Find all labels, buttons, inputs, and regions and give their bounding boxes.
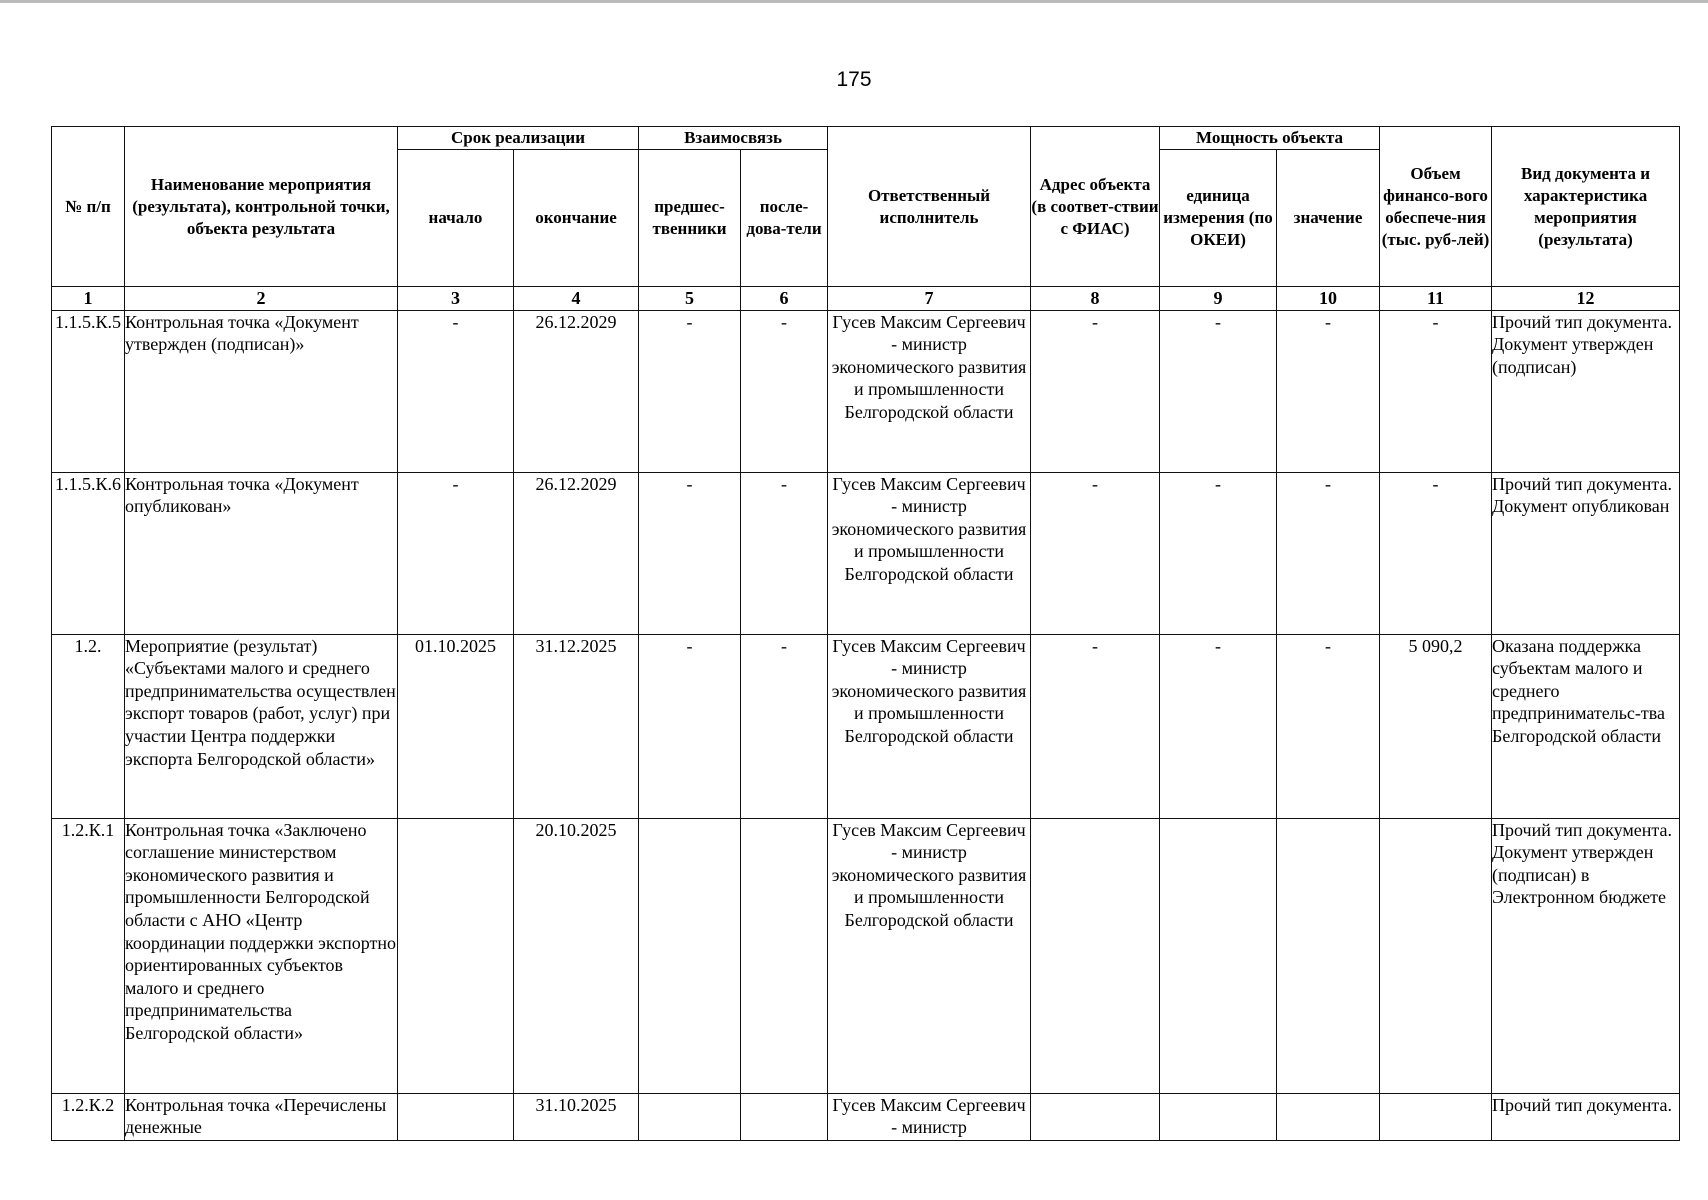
cell-start: - bbox=[398, 310, 514, 472]
cell-predecessors bbox=[639, 818, 741, 1093]
column-number: 12 bbox=[1492, 287, 1680, 311]
column-number: 5 bbox=[639, 287, 741, 311]
column-number: 3 bbox=[398, 287, 514, 311]
cell-name: Контрольная точка «Заключено соглашение министерством экономического развития и промышленности Белгородской области с АНО «Центр координации поддержки экспортно ориентированных субъектов малого и среднего предпринимательства Белгородской области» bbox=[125, 818, 398, 1093]
column-number: 4 bbox=[514, 287, 639, 311]
cell-number: 1.1.5.К.6 bbox=[52, 472, 125, 634]
cell-name: Мероприятие (результат) «Субъектами малого и среднего предпринимательства осуществлен экспорт товаров (работ, услуг) при участии Центра поддержки экспорта Белгородской области» bbox=[125, 634, 398, 818]
header-col-document: Вид документа и характеристика мероприятия (результата) bbox=[1492, 127, 1680, 287]
header-col-predecessors: предшес-твенники bbox=[639, 150, 741, 287]
cell-value: - bbox=[1277, 634, 1380, 818]
cell-responsible: Гусев Максим Сергеевич - министр экономического развития и промышленности Белгородской области bbox=[828, 818, 1031, 1093]
cell-responsible: Гусев Максим Сергеевич - министр экономического развития и промышленности Белгородской области bbox=[828, 310, 1031, 472]
table-row bbox=[52, 310, 1680, 472]
column-number: 10 bbox=[1277, 287, 1380, 311]
header-group-period: Срок реализации bbox=[398, 127, 639, 150]
column-number-row bbox=[52, 287, 1680, 311]
header-col-successors: после-дова-тели bbox=[741, 150, 828, 287]
cell-start bbox=[398, 1093, 514, 1140]
cell-successors: - bbox=[741, 472, 828, 634]
cell-start: 01.10.2025 bbox=[398, 634, 514, 818]
header-col-end: окончание bbox=[514, 150, 639, 287]
header-col-unit: единица измерения (по ОКЕИ) bbox=[1160, 150, 1277, 287]
cell-unit bbox=[1160, 818, 1277, 1093]
header-col-number: № п/п bbox=[52, 127, 125, 287]
cell-end: 26.12.2029 bbox=[514, 472, 639, 634]
table-row bbox=[52, 1093, 1680, 1140]
header-col-finance: Объем финансо-вого обеспече-ния (тыс. руб-лей) bbox=[1380, 127, 1492, 287]
header-group-capacity: Мощность объекта bbox=[1160, 127, 1380, 150]
table-row bbox=[52, 472, 1680, 634]
page-number: 175 bbox=[836, 68, 872, 91]
cell-predecessors: - bbox=[639, 634, 741, 818]
header-col-address: Адрес объекта (в соответ-ствии с ФИАС) bbox=[1031, 127, 1160, 287]
cell-value bbox=[1277, 818, 1380, 1093]
cell-unit: - bbox=[1160, 310, 1277, 472]
cell-responsible: Гусев Максим Сергеевич - министр экономического развития и промышленности Белгородской области bbox=[828, 634, 1031, 818]
cell-successors: - bbox=[741, 634, 828, 818]
cell-unit: - bbox=[1160, 472, 1277, 634]
cell-successors bbox=[741, 818, 828, 1093]
cell-successors: - bbox=[741, 310, 828, 472]
cell-predecessors bbox=[639, 1093, 741, 1140]
cell-predecessors: - bbox=[639, 472, 741, 634]
cell-name: Контрольная точка «Документ опубликован» bbox=[125, 472, 398, 634]
cell-responsible: Гусев Максим Сергеевич - министр bbox=[828, 1093, 1031, 1140]
cell-number: 1.2.К.1 bbox=[52, 818, 125, 1093]
cell-value: - bbox=[1277, 472, 1380, 634]
column-number: 2 bbox=[125, 287, 398, 311]
column-number: 11 bbox=[1380, 287, 1492, 311]
cell-end: 31.12.2025 bbox=[514, 634, 639, 818]
column-number: 9 bbox=[1160, 287, 1277, 311]
activity-table bbox=[51, 126, 1680, 1141]
header-col-name: Наименование мероприятия (результата), контрольной точки, объекта результата bbox=[125, 127, 398, 287]
cell-start bbox=[398, 818, 514, 1093]
scan-top-edge bbox=[0, 0, 1708, 3]
cell-number: 1.2.К.2 bbox=[52, 1093, 125, 1140]
cell-finance bbox=[1380, 1093, 1492, 1140]
cell-address bbox=[1031, 1093, 1160, 1140]
cell-document: Оказана поддержка субъектам малого и среднего предпринимательс-тва Белгородской области bbox=[1492, 634, 1680, 818]
cell-number: 1.2. bbox=[52, 634, 125, 818]
cell-document: Прочий тип документа. Документ опубликован bbox=[1492, 472, 1680, 634]
cell-name: Контрольная точка «Документ утвержден (подписан)» bbox=[125, 310, 398, 472]
cell-end: 26.12.2029 bbox=[514, 310, 639, 472]
column-number: 6 bbox=[741, 287, 828, 311]
column-number: 8 bbox=[1031, 287, 1160, 311]
header-col-responsible: Ответственный исполнитель bbox=[828, 127, 1031, 287]
cell-address bbox=[1031, 818, 1160, 1093]
cell-finance: - bbox=[1380, 310, 1492, 472]
cell-start: - bbox=[398, 472, 514, 634]
table-row bbox=[52, 818, 1680, 1093]
header-group-relation: Взаимосвязь bbox=[639, 127, 828, 150]
cell-address: - bbox=[1031, 634, 1160, 818]
cell-end: 20.10.2025 bbox=[514, 818, 639, 1093]
cell-unit: - bbox=[1160, 634, 1277, 818]
cell-unit bbox=[1160, 1093, 1277, 1140]
cell-value bbox=[1277, 1093, 1380, 1140]
cell-document: Прочий тип документа. bbox=[1492, 1093, 1680, 1140]
cell-end: 31.10.2025 bbox=[514, 1093, 639, 1140]
cell-document: Прочий тип документа. Документ утвержден (подписан) в Электронном бюджете bbox=[1492, 818, 1680, 1093]
cell-responsible: Гусев Максим Сергеевич - министр экономического развития и промышленности Белгородской области bbox=[828, 472, 1031, 634]
header-col-value: значение bbox=[1277, 150, 1380, 287]
column-number: 7 bbox=[828, 287, 1031, 311]
cell-value: - bbox=[1277, 310, 1380, 472]
column-number: 1 bbox=[52, 287, 125, 311]
cell-finance: 5 090,2 bbox=[1380, 634, 1492, 818]
cell-document: Прочий тип документа. Документ утвержден (подписан) bbox=[1492, 310, 1680, 472]
cell-address: - bbox=[1031, 472, 1160, 634]
cell-predecessors: - bbox=[639, 310, 741, 472]
cell-finance: - bbox=[1380, 472, 1492, 634]
table-row bbox=[52, 634, 1680, 818]
cell-number: 1.1.5.К.5 bbox=[52, 310, 125, 472]
cell-finance bbox=[1380, 818, 1492, 1093]
cell-name: Контрольная точка «Перечислены денежные bbox=[125, 1093, 398, 1140]
header-col-start: начало bbox=[398, 150, 514, 287]
cell-successors bbox=[741, 1093, 828, 1140]
cell-address: - bbox=[1031, 310, 1160, 472]
